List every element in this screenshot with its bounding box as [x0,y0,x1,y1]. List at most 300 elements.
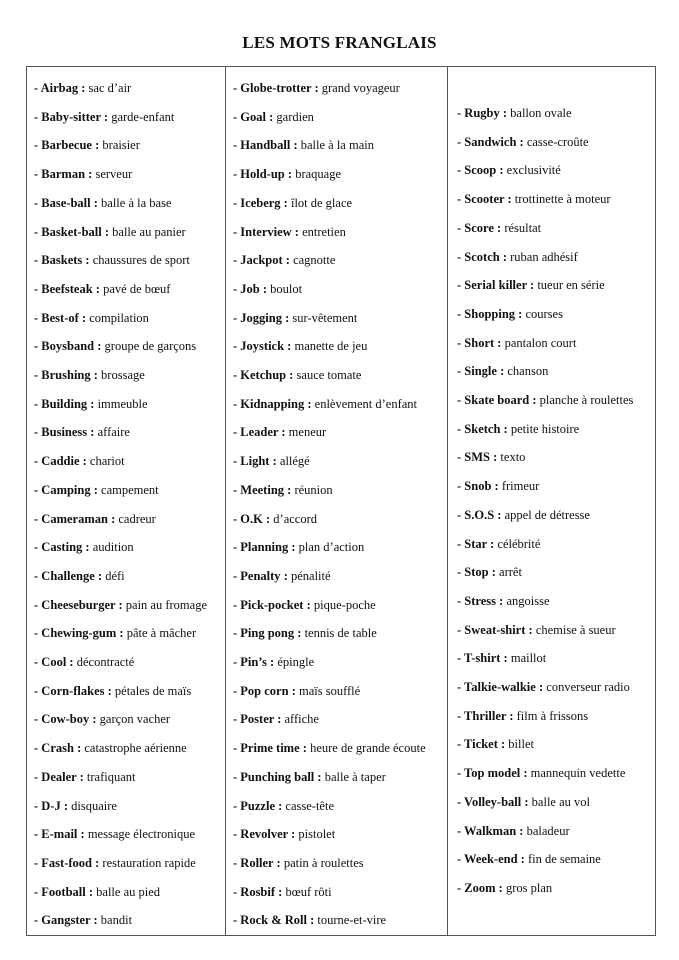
french-translation: meneur [288,425,327,440]
glossary-entry [34,310,149,326]
english-word: - Cheeseburger [34,597,116,612]
english-word: - Iceberg [233,195,281,210]
separator: : [282,253,294,268]
french-translation: chaussures de sport [92,253,190,268]
separator: : [499,106,511,120]
separator: : [500,421,511,436]
separator: : [278,425,289,440]
glossary-entry [34,367,145,383]
french-translation: gardien [276,109,314,124]
french-translation: garçon vacher [99,712,171,727]
english-word: - O.K [233,511,263,526]
separator: : [94,568,106,583]
page-title: LES MOTS FRANGLAIS [242,33,437,52]
glossary-table [26,66,656,936]
french-translation: mannequin vedette [530,766,626,781]
english-word: - Penalty [233,568,281,583]
french-translation: balle au panier [112,224,186,239]
english-word: - Poster [233,712,275,727]
french-translation: manette de jeu [294,339,368,354]
separator: : [535,680,547,694]
separator: : [82,253,93,268]
glossary-entry [457,765,625,781]
glossary-entry [34,224,186,240]
french-translation: casse-tête [285,798,334,813]
french-translation: sac d’air [88,81,132,95]
french-translation: appel de détresse [504,507,590,522]
english-word: - Stop [457,565,489,580]
french-translation: balle à la main [300,138,374,153]
separator: : [85,884,97,899]
separator: : [60,798,72,813]
separator: : [82,540,93,555]
separator: : [92,281,104,296]
french-translation: chanson [507,364,549,379]
glossary-entry [34,252,190,268]
glossary-entry [34,482,159,498]
english-word: - Baskets [34,253,83,268]
french-translation: audition [92,540,134,555]
glossary-entry [233,711,319,727]
glossary-entry [233,769,386,785]
french-translation: affiche [284,712,319,727]
separator: : [262,511,274,526]
english-word: - Pin’s [233,655,267,669]
english-word: - Camping [34,482,91,497]
separator: : [85,167,96,182]
french-translation: balle à taper [324,769,386,784]
english-word: - Challenge [34,568,95,583]
glossary-entry [34,195,171,211]
french-translation: frimeur [501,479,540,494]
glossary-entry [457,536,540,552]
english-word: - Zoom [457,880,496,895]
french-translation: balle au pied [96,884,161,899]
glossary-entry [457,392,633,408]
glossary-entry [457,421,579,437]
french-translation: braquage [295,167,341,182]
english-word: - Stress [457,593,497,608]
english-word: - Rock & Roll [233,913,307,928]
french-translation: d’accord [273,511,318,526]
french-translation: plan d’action [298,540,365,555]
french-translation: grand voyageur [321,81,400,95]
french-translation: réunion [294,482,333,497]
french-translation: brossage [101,368,145,382]
french-translation: garde-enfant [111,109,175,124]
english-word: - Talkie-walkie [457,680,536,694]
english-word: - Skate board [457,393,530,407]
glossary-entry [233,367,361,383]
english-word: - SMS [457,450,490,465]
glossary-entry [233,912,386,928]
separator: : [275,884,286,899]
glossary-entry [233,740,426,756]
english-word: - Hold-up [233,167,285,182]
separator: : [294,626,305,641]
glossary-entry [34,597,207,613]
french-translation: immeuble [97,396,148,411]
separator: : [516,823,527,838]
french-translation: trottinette à moteur [514,192,611,207]
separator: : [506,708,517,723]
glossary-entry [457,507,590,523]
separator: : [491,479,502,494]
english-word: - Rugby [457,106,500,120]
separator: : [76,769,87,784]
english-word: - Gangster [34,913,91,928]
english-word: - Corn-flakes [34,683,105,698]
english-word: - Barbecue [34,138,92,153]
english-word: - Chewing-gum [34,626,117,641]
french-translation: gros plan [505,880,553,895]
english-word: - Interview [233,224,292,239]
french-translation: pâte à mâcher [126,626,197,641]
french-translation: angoisse [506,593,550,608]
separator: : [91,855,103,870]
french-translation: enlèvement d’enfant [314,396,418,411]
english-word: - Shopping [457,306,516,321]
separator: : [265,109,277,124]
english-word: - Scotch [457,249,500,264]
french-translation: exclusivité [506,163,561,178]
french-translation: épingle [277,655,315,669]
english-word: - Barman [34,167,86,182]
glossary-entry [457,363,548,379]
french-translation: pénalité [290,568,331,583]
glossary-entry [34,568,125,584]
glossary-entry [233,137,374,153]
glossary-entry [233,166,341,182]
separator: : [89,712,100,727]
french-translation: balle au vol [531,794,590,809]
separator: : [299,741,311,756]
glossary-entry [457,134,589,150]
english-word: - Revolver [233,827,288,842]
english-word: - Handball [233,138,291,153]
glossary-entry [34,424,130,440]
glossary-entry [457,335,576,351]
glossary-entry [233,252,335,268]
separator: : [280,568,291,583]
glossary-entry [233,625,377,641]
glossary-entry [457,622,616,638]
french-translation: texto [500,450,526,465]
separator: : [525,622,536,637]
english-word: - Score [457,220,494,235]
french-translation: entretien [302,224,346,239]
french-translation: bœuf rôti [285,884,332,899]
french-translation: braisier [102,138,140,153]
glossary-entry [34,338,196,354]
glossary-entry [457,306,563,322]
english-word: - Meeting [233,482,285,497]
glossary-entry [233,80,400,96]
glossary-entry [34,453,125,469]
glossary-entry [457,478,539,494]
glossary-entry [34,654,134,670]
separator: : [73,741,85,756]
english-word: - Scooter [457,192,505,207]
english-word: - Caddie [34,454,80,469]
separator: : [499,249,511,264]
glossary-entry [457,650,546,666]
english-word: - Jackpot [233,253,283,268]
english-word: - Single [457,364,497,379]
glossary-entry [457,220,541,236]
column-1 [27,67,226,935]
french-translation: campement [101,482,159,497]
glossary-entry [457,708,588,724]
french-translation: disquaire [71,798,117,813]
english-word: - Globe-trotter [233,81,312,95]
french-translation: résultat [504,220,542,235]
english-word: - Airbag [34,81,79,95]
french-translation: maillot [510,651,547,666]
english-word: - Boysband [34,339,95,354]
separator: : [291,224,303,239]
separator: : [306,913,318,928]
english-word: - Best-of [34,310,79,325]
french-translation: casse-croûte [526,134,589,149]
glossary-entry [34,137,140,153]
glossary-entry [457,191,611,207]
glossary-entry [233,482,333,498]
glossary-entry [457,823,570,839]
english-word: - Basket-ball [34,224,102,239]
glossary-entry [34,884,160,900]
english-word: - S.O.S [457,507,495,522]
glossary-entry [34,166,132,182]
english-word: - Base-ball [34,195,91,210]
glossary-entry [233,855,364,871]
french-translation: heure de grande écoute [310,741,426,756]
english-word: - Roller [233,855,274,870]
english-word: - Crash [34,741,74,756]
separator: : [116,626,127,641]
english-word: - Walkman [457,823,517,838]
english-word: - Beefsteak [34,281,93,296]
french-translation: planche à roulettes [539,393,634,407]
english-word: - Building [34,396,88,411]
separator: : [493,220,505,235]
separator: : [281,310,293,325]
separator: : [100,109,112,124]
separator: : [269,454,280,469]
french-translation: trafiquant [86,769,136,784]
english-word: - Ticket [457,737,498,752]
separator: : [90,368,102,382]
glossary-entry [457,851,601,867]
separator: : [87,396,98,411]
separator: : [496,163,507,178]
glossary-entry [233,798,334,814]
separator: : [520,766,531,781]
english-word: - Leader [233,425,279,440]
separator: : [286,368,297,382]
french-translation: groupe de garçons [104,339,197,354]
separator: : [516,134,527,149]
english-word: - Kidnapping [233,396,305,411]
glossary-entry [233,683,360,699]
glossary-entry [457,593,550,609]
french-translation: défi [105,568,125,583]
separator: : [496,593,507,608]
glossary-entry [457,249,578,265]
separator: : [87,425,98,440]
english-word: - Week-end [457,852,518,867]
french-translation: fin de semaine [527,852,601,867]
french-translation: arrêt [499,565,522,580]
separator: : [90,195,102,210]
english-word: - T-shirt [457,651,501,666]
english-word: - Sketch [457,421,501,436]
separator: : [284,167,296,182]
french-translation: billet [508,737,534,752]
english-word: - Top model [457,766,521,781]
separator: : [77,827,88,842]
separator: : [488,565,500,580]
separator: : [290,138,301,153]
column-2 [226,67,448,935]
french-translation: tueur en série [537,278,605,293]
glossary-entry [34,396,148,412]
french-translation: chariot [89,454,125,469]
separator: : [79,454,90,469]
glossary-entry [34,109,174,125]
separator: : [274,712,285,727]
glossary-entry [34,281,170,297]
glossary-entry [457,277,605,293]
separator: : [275,798,286,813]
separator: : [304,396,315,411]
french-translation: sur-vêtement [292,310,358,325]
glossary-entry [233,338,367,354]
separator: : [287,827,299,842]
glossary-entry [34,826,195,842]
english-word: - Cow-boy [34,712,90,727]
separator: : [66,655,77,669]
english-word: - Fast-food [34,855,92,870]
separator: : [90,913,101,928]
french-translation: patin à roulettes [283,855,364,870]
separator: : [494,335,505,350]
separator: : [529,393,540,407]
glossary-entry [34,625,196,641]
english-word: - Prime time [233,741,300,756]
english-word: - Ping pong [233,626,295,641]
glossary-entry [233,396,417,412]
french-translation: bandit [100,913,133,928]
english-word: - Pick-pocket [233,597,304,612]
english-word: - Light [233,454,270,469]
english-word: - Brushing [34,368,91,382]
separator: : [515,306,526,321]
english-word: - Joystick [233,339,285,354]
english-word: - Scoop [457,163,497,178]
glossary-entry [457,162,561,178]
separator: : [311,81,322,95]
glossary-entry [233,310,357,326]
glossary-entry [457,449,525,465]
glossary-entry [457,794,590,810]
english-word: - Baby-sitter [34,109,101,124]
glossary-entry [233,826,335,842]
french-translation: film à frissons [516,708,589,723]
glossary-entry [34,539,134,555]
separator: : [266,655,278,669]
english-word: - Goal [233,109,266,124]
english-word: - Rosbif [233,884,276,899]
separator: : [101,224,113,239]
separator: : [288,683,299,698]
separator: : [78,310,90,325]
english-word: - Sweat-shirt [457,622,526,637]
english-word: - Sandwich [457,134,517,149]
french-translation: restauration rapide [102,855,196,870]
french-translation: ruban adhésif [510,249,578,264]
french-translation: pain au fromage [125,597,207,612]
french-translation: cagnotte [293,253,336,268]
english-word: - E-mail [34,827,78,842]
glossary-entry [34,711,170,727]
glossary-entry [34,912,132,928]
separator: : [115,597,126,612]
separator: : [521,794,532,809]
french-translation: pistolet [298,827,336,842]
french-translation: maïs soufflé [298,683,361,698]
separator: : [496,364,508,379]
separator: : [517,852,528,867]
separator: : [107,511,119,526]
glossary-entry [233,224,346,240]
glossary-entry [233,884,332,900]
glossary-entry [233,109,314,125]
glossary-entry [233,568,331,584]
english-word: - Job [233,281,260,296]
glossary-entry [457,679,630,695]
glossary-entry [457,564,522,580]
french-translation: tennis de table [304,626,377,641]
separator: : [500,651,511,666]
french-translation: allégé [279,454,310,469]
english-word: - Planning [233,540,289,555]
glossary-entry [233,511,317,527]
glossary-entry [233,597,376,613]
english-word: - Cool [34,655,67,669]
french-translation: chemise à sueur [535,622,616,637]
separator: : [314,769,325,784]
english-word: - Jogging [233,310,282,325]
french-translation: pantalon court [504,335,577,350]
english-word: - Ketchup [233,368,287,382]
english-word: - Serial killer [457,278,527,293]
french-translation: ballon ovale [510,106,572,120]
separator: : [526,278,538,293]
english-word: - Snob [457,479,492,494]
french-translation: pavé de bœuf [103,281,171,296]
english-word: - Cameraman [34,511,108,526]
french-translation: courses [525,306,563,321]
french-translation: converseur radio [546,680,630,694]
french-translation: sauce tomate [296,368,362,382]
english-word: - Business [34,425,88,440]
glossary-entry [233,453,310,469]
french-translation: baladeur [526,823,570,838]
french-translation: décontracté [76,655,135,669]
glossary-entry [233,195,352,211]
glossary-entry [457,736,534,752]
